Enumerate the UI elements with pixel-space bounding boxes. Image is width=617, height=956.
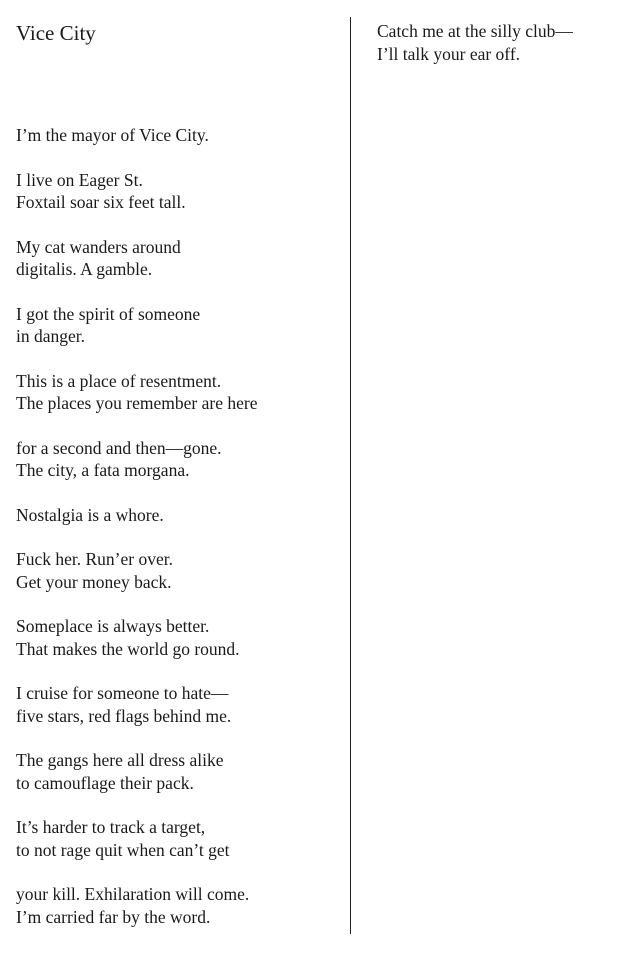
poem-line: The places you remember are here <box>16 393 258 413</box>
poem-line: It’s harder to track a target, <box>16 817 206 837</box>
poem-line: I’ll talk your ear off. <box>377 43 521 64</box>
column-divider <box>350 17 351 934</box>
stanza <box>16 615 336 660</box>
poem-line: I’m carried far by the word. <box>16 906 211 927</box>
poem-line: to not rage quit when can’t get <box>16 839 230 860</box>
stanza <box>16 303 336 348</box>
poem-line: in danger. <box>16 326 86 346</box>
poem-title: Vice City <box>16 21 96 45</box>
stanza <box>16 749 336 794</box>
stanza <box>16 124 336 147</box>
poem-line: I got the spirit of someone <box>16 303 201 324</box>
poem-line: The city, a fata morgana. <box>16 460 190 480</box>
stanza <box>16 816 336 861</box>
poem-line: That makes the world go round. <box>16 638 240 659</box>
stanza <box>16 682 336 727</box>
left-column <box>16 20 336 927</box>
poem-line: five stars, red flags behind me. <box>16 705 232 726</box>
poem-line: I live on Eager St. <box>16 169 143 190</box>
stanza <box>16 883 336 928</box>
stanza <box>16 504 336 527</box>
poem-line: Nostalgia is a whore. <box>16 504 164 525</box>
stanza <box>16 370 336 415</box>
stanza <box>16 169 336 214</box>
left-stanzas <box>16 124 336 950</box>
poem-line: Get your money back. <box>16 571 172 592</box>
stanza <box>16 437 336 482</box>
poem-line: Someplace is always better. <box>16 616 210 636</box>
poem-line: your kill. Exhilaration will come. <box>16 884 250 904</box>
stanza <box>377 20 612 65</box>
poem-line: Catch me at the silly club— <box>377 21 573 41</box>
poem-line: for a second and then—gone. <box>16 437 222 458</box>
poem-line: Fuck her. Run’er over. <box>16 549 173 569</box>
poem-line: Foxtail soar six feet tall. <box>16 192 186 212</box>
right-column <box>377 20 612 65</box>
stanza <box>16 548 336 593</box>
poem-line: The gangs here all dress alike <box>16 750 224 770</box>
poem-line: I’m the mayor of Vice City. <box>16 125 209 145</box>
poem-line: My cat wanders around <box>16 236 181 257</box>
poem-line: I cruise for someone to hate— <box>16 683 229 703</box>
poem-line: to camouflage their pack. <box>16 772 194 793</box>
stanza <box>16 236 336 281</box>
poem-line: digitalis. A gamble. <box>16 259 153 279</box>
poem-line: This is a place of resentment. <box>16 370 222 391</box>
